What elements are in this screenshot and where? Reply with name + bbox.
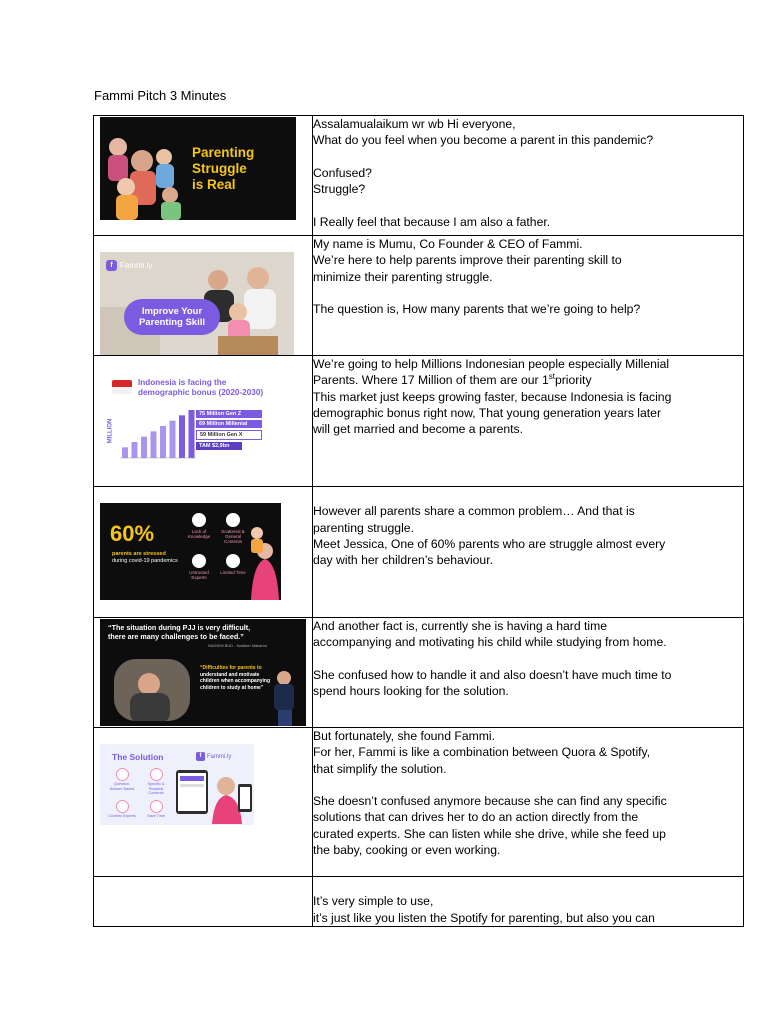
script-line: demographic bonus right now, That young generation years later [313, 405, 662, 420]
quote-text: children when accompanying [200, 678, 271, 684]
chart-bar [160, 426, 166, 458]
chart-bar [189, 410, 195, 458]
slide-headline-pill [124, 299, 220, 335]
slide-headline: Parenting [192, 145, 255, 160]
slide-demographic-bonus [106, 370, 278, 468]
script-line: it’s just like you listen the Spotify for parenting, but also you can [313, 910, 655, 925]
slide-cell [94, 116, 313, 236]
script-line: And another fact is, currently she is having a hard time [313, 619, 608, 633]
photo-frame [114, 659, 190, 721]
script-cell [313, 728, 744, 877]
chart-bar [179, 415, 185, 458]
page-title: Fammi Pitch 3 Minutes [94, 88, 227, 103]
script-line: For her, Fammi is like a combination between Quora & Spotify, [313, 745, 651, 760]
stat-caption: during covid-19 pandemics [112, 558, 178, 564]
table-row [94, 236, 744, 356]
slide-headline: is Real [192, 177, 236, 192]
bulb-icon [192, 513, 206, 527]
script-cell [313, 618, 744, 728]
slide-the-solution: The Solution f Fammi.ly Question-Answer Based Specific & Practical Contents Curated Experts Save Time [100, 744, 254, 825]
fammi-logo-icon: f [106, 260, 117, 271]
fammi-logo-icon: f [196, 752, 205, 761]
script-cell [313, 116, 744, 236]
stat-pill: 75 Million Gen Z [196, 410, 262, 418]
script-line: This market just keeps growing faster, because Indonesia is facing [313, 389, 672, 404]
script-line: She confused how to handle it and also doesn’t have much time to [313, 667, 672, 682]
stat-pill: TAM $2,9bn [196, 442, 242, 450]
chart-bar [132, 442, 138, 458]
script-line: the baby, cooking or even working. [313, 843, 501, 858]
script-cell [313, 877, 744, 927]
script-line: What do you feel when you become a parent in this pandemic? [313, 133, 654, 148]
script-cell [313, 356, 744, 487]
fammi-logo: f Fammi.ly [196, 752, 231, 761]
indonesia-flag-icon [112, 380, 132, 394]
script-line: parenting struggle. [313, 520, 414, 535]
table-row [94, 487, 744, 618]
slide-headline: Indonesia is facing the [138, 378, 227, 387]
slide-cell [94, 618, 313, 728]
script-line: I Really feel that because I am also a father. [313, 214, 551, 229]
script-line: that simplify the solution. [313, 761, 447, 776]
quote-text: there are many challenges to be faced.” [108, 632, 244, 641]
script-line: Confused? [313, 165, 372, 180]
speaker-illustration [266, 666, 302, 726]
script-line: curated experts. She can listen while she drive, while she feed up [313, 826, 666, 841]
slide-parenting-struggle [100, 117, 296, 220]
content-icon [226, 513, 240, 527]
population-bar-chart [118, 406, 198, 462]
slide-cell [94, 487, 313, 618]
script-line: We’re going to help Millions Indonesian people especially Millenial [313, 357, 670, 371]
quote-attribution: NADIEM BUD - Nadiem Makarim [208, 643, 267, 648]
script-line: minimize their parenting struggle. [313, 269, 493, 284]
script-line: will get married and become a parents. [313, 422, 524, 437]
slide-parents-stressed: 60% parents are stressed during covid-19 pandemics Lack of Knowledge Scattered & General Contents Untrusted Experts Limited Time [100, 503, 281, 600]
clock-icon [150, 800, 163, 813]
script-cell [313, 236, 744, 356]
clock-icon [226, 554, 240, 568]
content-icon [150, 768, 163, 781]
script-line: spend hours looking for the solution. [313, 684, 509, 699]
script-cell [313, 487, 744, 618]
stat-value: 60% [110, 521, 155, 546]
slide-pjj-quote [100, 619, 306, 726]
stat-pill: 59 Million Gen X [196, 430, 262, 440]
table-row [94, 728, 744, 877]
script-line: The question is, How many parents that we’re going to help? [313, 302, 641, 317]
script-line: We’re here to help parents improve their parenting skill to [313, 253, 622, 268]
table-row [94, 618, 744, 728]
chart-bar [122, 447, 128, 458]
table-row [94, 116, 744, 236]
table-row [94, 877, 744, 927]
mother-child-illustration [245, 503, 281, 600]
expert-icon [116, 800, 129, 813]
slide-cell [94, 877, 313, 927]
script-line: Meet Jessica, One of 60% parents who are struggle almost every [313, 536, 666, 551]
script-line: It’s very simple to use, [313, 894, 434, 909]
slide-cell [94, 728, 313, 877]
script-line: day with her children’s behaviour. [313, 553, 493, 568]
quote-text: “The situation during PJJ is very difficult, [108, 623, 251, 632]
script-line: Assalamualaikum wr wb Hi everyone, [313, 117, 516, 131]
chart-bar [141, 437, 147, 458]
script-line: solutions that can drives her to do an action directly from the [313, 810, 639, 825]
script-line: Struggle? [313, 182, 366, 197]
script-line: Parents. Where 17 Million of them are our 1stpriority [313, 372, 592, 388]
qa-icon [116, 768, 129, 781]
script-line: However all parents share a common problem… And that is [313, 504, 635, 519]
slide-headline: The Solution [112, 752, 164, 762]
expert-icon [192, 554, 206, 568]
slide-cell [94, 236, 313, 356]
slide-headline: Struggle [192, 161, 247, 176]
stat-pill: 69 Million Millenial [196, 420, 262, 428]
pitch-table [93, 115, 744, 927]
script-line: My name is Mumu, Co Founder & CEO of Fammi. [313, 237, 583, 251]
quote-text: “Difficulties for parents to [200, 665, 262, 671]
family-photo-illustration [100, 117, 190, 220]
script-line: But fortunately, she found Fammi. [313, 729, 495, 743]
slide-headline: Improve Your [141, 306, 203, 317]
chart-bar [170, 421, 176, 458]
quote-text: children to study at home” [200, 684, 264, 691]
axis-label-y: MILLION [107, 418, 114, 444]
stat-caption: parents are stressed [112, 551, 166, 557]
slide-cell [94, 356, 313, 487]
slide-improve-skill [100, 252, 294, 355]
slide-headline: demographic bonus (2020-2030) [138, 388, 264, 397]
script-line: She doesn’t confused anymore because she can find any specific [313, 794, 667, 809]
chart-bar [151, 431, 157, 458]
slide-headline: Parenting Skill [139, 317, 205, 328]
script-line: accompanying and motivating his child while studying from home. [313, 635, 667, 650]
app-devices-illustration [174, 764, 254, 824]
fammi-logo: f Fammi.ly [106, 260, 152, 271]
table-row [94, 356, 744, 487]
quote-text: understand and motivate [200, 671, 260, 678]
